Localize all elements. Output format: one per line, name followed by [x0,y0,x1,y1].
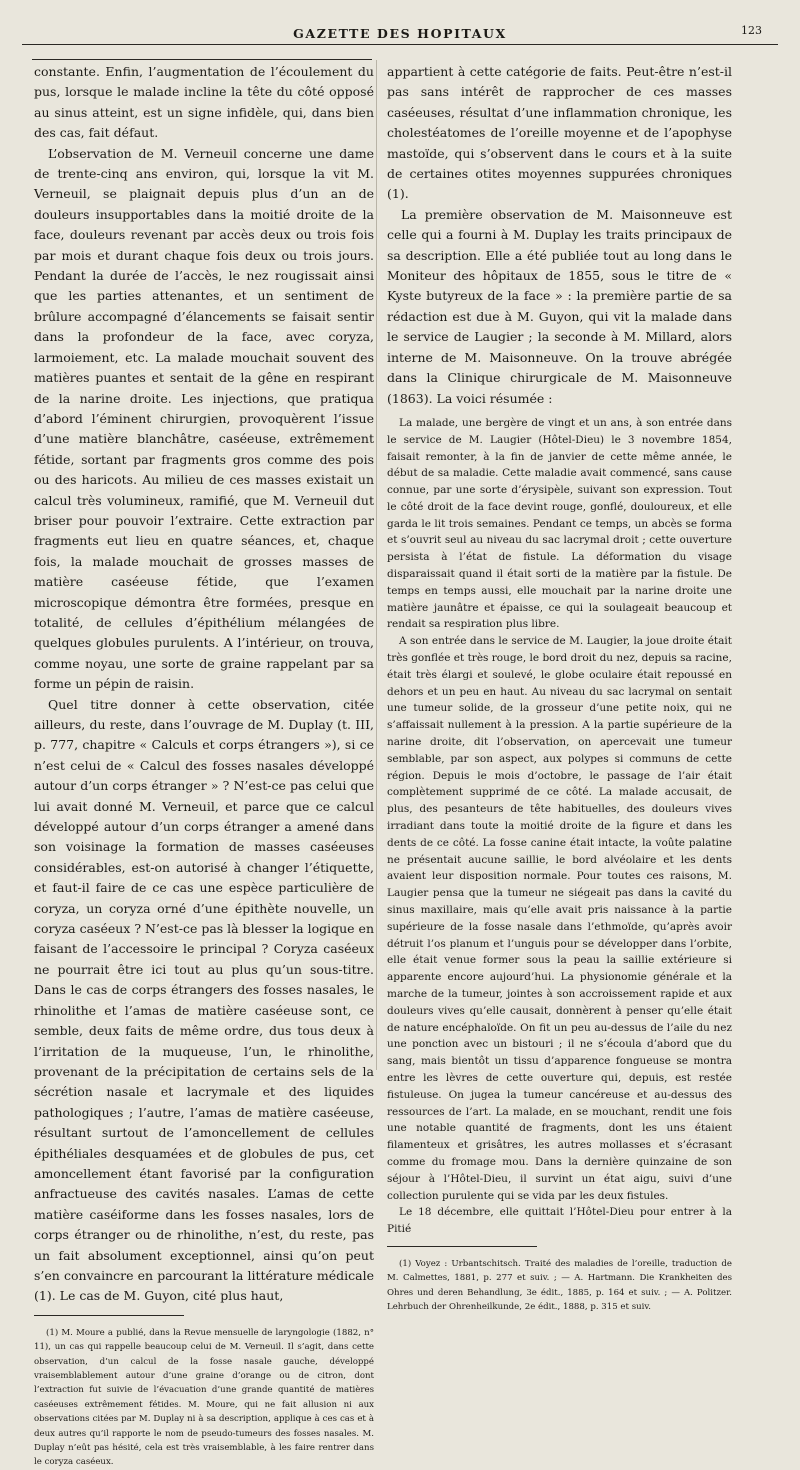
paragraph: Quel titre donner à cette observation, citée ailleurs, du reste, dans l’ouvrage de M. Duplay (t. III, p. 777, chapitre « Calculs et corps étrangers »), si ce n’est celui de « Calcul des fosses nasales développé autour d’un corps étranger » ? N’est-ce pas celui que lui avait donné M. Verneuil, et parce que ce calcul développé autour d’un corps étranger a amené dans son voisinage la formation de masses caséeuses considérables, est-on autorisé à changer l’étiquette, et faut-il faire de ce cas une espèce particulière de coryza, un coryza orné d’une épithète nouvelle, un coryza caséeux ? N’est-ce pas là blesser la logique en faisant de l’accessoire le principal ? Coryza caséeux ne pourrait être ici tout au plus qu’un sous-titre. Dans le cas de corps étrangers des fosses nasales, le rhinolithe et l’amas de matière caséeuse sont, ce semble, deux faits de même ordre, dus tous deux à l’irritation de la muqueuse, l’un, le rhinolithe, provenant de la précipitation de certains sels de la sécrétion nasale et lacrymale et des liquides pathologiques ; l’autre, l’amas de matière caséeuse, résultant surtout de l’amoncellement de cellules épithéliales desquamées et de globules de pus, cet amoncellement étant favorisé par la configuration anfractueuse des cavités nasales. L’amas de cette matière caséiforme dans les fosses nasales, lors de corps étranger ou de rhinolithe, n’est, du reste, pas un fait absolument exceptionnel, ainsi qu’on peut s’en convaincre en parcourant la littérature médicale (1). Le cas de M. Guyon, cité plus haut, [34,696,374,1304]
case-summary [387,415,732,1238]
footnote [34,1326,374,1470]
paragraph: L’observation de M. Verneuil concerne une dame de trente-cinq ans environ, qui, lorsque la vit M. Verneuil, se plaignait depuis plus d’un an de douleurs insupportables dans la moitié droite de la face, douleurs revenant par accès deux ou trois fois par mois et durant chaque fois deux ou trois jours. Pendant la durée de l’accès, le nez rougissait ainsi que les parties attenantes, et un sentiment de brûlure accompagné d’élancements se faisait sentir dans la profondeur de la face, avec coryza, larmoiement, etc. La malade mouchait souvent des matières puantes et sentait de la gêne en respirant de la narine droite. Les injections, que pratiqua d’abord l’éminent chirurgien, provoquèrent l’issue d’une matière blanchâtre, caséeuse, extrêmement fétide, sortant par fragments gros comme des pois ou des haricots. Au milieu de ces masses existait un calcul très volumineux, ramifié, que M. Verneuil dut briser pour pouvoir l’extraire. Cette extraction par fragments eut lieu en quatre séances, et, chaque fois, la malade mouchait de grosses masses de matière caséeuse fétide, que l’examen microscopique démontra être formées, presque en totalité, de cellules d’épithélium mélangées de quelques globules purulents. A l’intérieur, on trouva, comme noyau, une sorte de graine rappelant par sa forme un pépin de raisin. [34,145,374,692]
page-number: 123 [741,24,762,37]
column-divider [376,60,377,1070]
right-column [387,62,732,1315]
footnote [387,1257,732,1315]
running-title: GAZETTE DES HOPITAUX [293,26,507,41]
case-paragraph: A son entrée dans le service de M. Laugier, la joue droite était très gonflée et très rouge, le bord droit du nez, depuis sa racine, était très élargi et soulevé, le globe oculaire était repoussé en dehors et un peu en haut. Au niveau du sac lacrymal on sentait une tumeur solide, de la grosseur d’une petite noix, qui ne s’affaissait nullement à la pression. A la partie supérieure de la narine droite, dit l’observation, on apercevait une tumeur semblable, par son aspect, aux polypes si communs de cette région. Depuis le mois d’octobre, le passage de l’air était complètement supprimé de ce côté. La malade accusait, de plus, des pesanteurs de tête habituelles, des douleurs vives irradiant dans toute la moitié droite de la figure et dans les dents de ce côté. La fosse canine était intacte, la voûte palatine ne présentait aucune saillie, le bord alvéolaire et les dents avaient leur disposition normale. Pour toutes ces raisons, M. Laugier pensa que la tumeur ne siégeait pas dans la cavité du sinus maxillaire, mais qu’elle avait pris naissance à la partie supérieure de la fosse nasale dans l’ethmoïde, qu’après avoir détruit l’os planum et l’unguis pour se développer dans l’orbite, elle était venue former sous la peau la saillie extérieure si apparente encore aujourd’hui. La physionomie générale et la marche de la tumeur, jointes à son accroissement rapide et aux douleurs vives qu’elle causait, donnèrent à penser qu’elle était de nature encéphaloïde. On fit un peu au-dessus de l’aile du nez une ponction avec un bistouri ; il ne s’écoula d’abord que du sang, mais bientôt un tissu d’apparence fongueuse se montra entre les lèvres de cette ouverture qui, depuis, est restée fistuleuse. On jugea la tumeur cancéreuse et au-dessus des ressources de l’art. La malade, en se mouchant, rendit une fois une notable quantité de fragments, dont les uns étaient filamenteux et grisâtres, les autres mollasses et s’écrasant comme du fromage mou. Dans la dernière quinzaine de son séjour à l’Hôtel-Dieu, il survint un état aigu, suivi d’une collection purulente qui se vida par les deux fistules. [387,635,732,1202]
footnote-text: (1) M. Moure a publié, dans la Revue mensuelle de laryngologie (1882, n° 11), un cas qui rappelle beaucoup celui de M. Verneuil. Il s’agit, dans cette observation, d’un calcul de la fosse nasale gauche, développé vraisemblablement autour d’une graine d’orange ou de citron, dont l’extraction fut suivie de l’évacuation d’une grande quantité de matières caséeuses extrêmement fétides. M. Moure, qui ne fait allusion ni aux observations citées par M. Duplay ni à sa description, applique à ces cas et à deux autres qu’il rapporte le nom de pseudo-tumeurs des fosses nasales. M. Duplay n’eût pas hésité, cela est très vraisemblable, à les faire rentrer dans le coryza caséeux. [34,1327,374,1468]
footnote-rule [387,1246,537,1247]
case-paragraph: La malade, une bergère de vingt et un ans, à son entrée dans le service de M. Laugier (Hôtel-Dieu) le 3 novembre 1854, faisait remonter, à la fin de janvier de cette même année, le début de sa maladie. Cette maladie avait commencé, sans cause connue, par une sorte d’érysipèle, suivant son expression. Tout le côté droit de la face devint rouge, gonflé, douloureux, et elle garda le lit trois semaines. Pendant ce temps, un abcès se forma et s’ouvrit seul au niveau du sac lacrymal droit ; cette ouverture persista à l’état de fistule. La déformation du visage disparaissait quand il était sorti de la matière par la fistule. De temps en temps aussi, elle mouchait par la narine droite une matière jaunâtre et épaisse, ce qui la soulageait beaucoup et rendait sa respiration plus libre. [387,416,732,631]
header-rule [22,44,778,45]
paragraph: constante. Enfin, l’augmentation de l’écoulement du pus, lorsque le malade incline la tête du côté opposé au sinus atteint, est un signe infidèle, qui, dans bien des cas, fait défaut. [34,64,374,141]
paragraph: appartient à cette catégorie de faits. Peut-être n’est-il pas sans intérêt de rapprocher de ces masses caséeuses, résultat d’une inflammation chronique, les cholestéatomes de l’oreille moyenne et de l’apophyse mastoïde, qui s’observent dans le cours et à la suite de certaines otites moyennes suppurées chroniques (1). [387,64,732,202]
page-header [20,22,780,40]
footnote-rule [34,1315,184,1316]
paragraph: La première observation de M. Maisonneuve est celle qui a fourni à M. Duplay les traits principaux de sa description. Elle a été publiée tout au long dans le Moniteur des hôpitaux de 1855, sous le titre de « Kyste butyreux de la face » : la première partie de sa rédaction est due à M. Guyon, qui vit la malade dans le service de Laugier ; la seconde à M. Millard, alors interne de M. Maisonneuve. On la trouve abrégée dans la Clinique chirurgicale de M. Maisonneuve (1863). La voici résumée : [387,206,732,406]
footnote-text: (1) Voyez : Urbantschitsch. Traité des maladies de l’oreille, traduction de M. Calmettes, 1881, p. 277 et suiv. ; — A. Hartmann. Die Krankheiten des Ohres und deren Behandlung, 3e édit., 1885, p. 164 et suiv. ; — A. Politzer. Lehrbuch der Ohrenheilkunde, 2e édit., 1888, p. 315 et suiv. [387,1258,732,1313]
case-paragraph: Le 18 décembre, elle quittait l’Hôtel-Dieu pour entrer à la Pitié [387,1206,732,1236]
left-column [34,62,374,1470]
left-column-rule [32,59,372,60]
